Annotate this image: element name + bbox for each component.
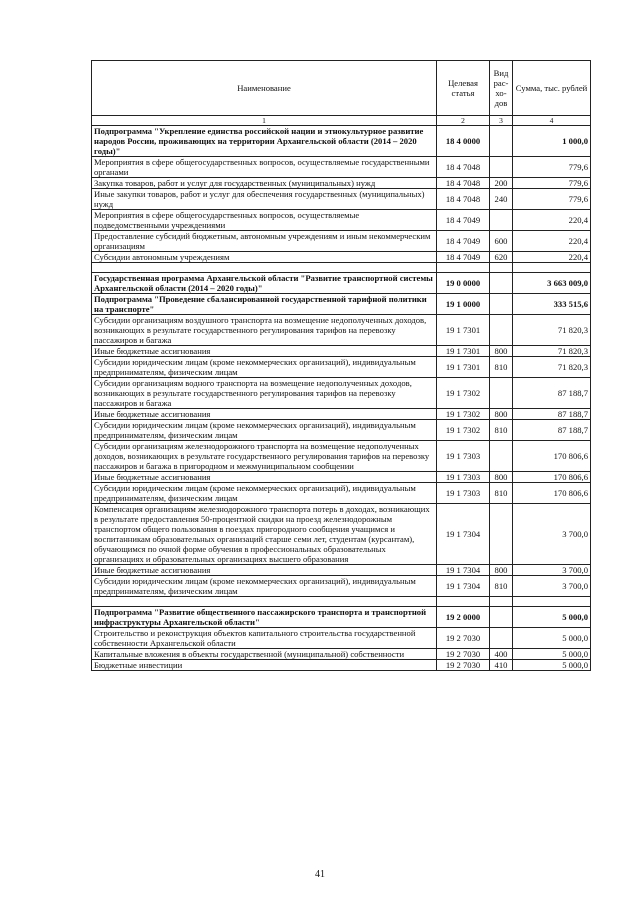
cell-sum: 333 515,6: [513, 294, 591, 315]
cell-target-code: 18 4 7049: [437, 231, 490, 252]
spacer-cell: [92, 597, 437, 607]
table-row: [92, 660, 591, 671]
budget-table: [91, 60, 591, 671]
table-row: [92, 576, 591, 597]
cell-target-code: 19 1 7301: [437, 357, 490, 378]
cell-sum: 5 000,0: [513, 607, 591, 628]
table-row: [92, 252, 591, 263]
cell-sum: 3 663 009,0: [513, 273, 591, 294]
cell-sum: 220,4: [513, 252, 591, 263]
cell-target-code: 19 1 7304: [437, 565, 490, 576]
table-row: [92, 649, 591, 660]
spacer-cell: [437, 263, 490, 273]
cell-expense-type: 800: [490, 472, 513, 483]
table-row: [92, 628, 591, 649]
header-code: Целевая статья: [437, 61, 490, 116]
cell-sum: 220,4: [513, 231, 591, 252]
cell-name: Субсидии юридическим лицам (кроме некоммерческих организаций), индивидуальным предпринимателям, физическим лицам: [92, 483, 437, 504]
cell-target-code: 19 1 7303: [437, 472, 490, 483]
cell-name: Субсидии юридическим лицам (кроме некоммерческих организаций), индивидуальным предпринимателям, физическим лицам: [92, 576, 437, 597]
cell-expense-type: 810: [490, 420, 513, 441]
cell-sum: 71 820,3: [513, 315, 591, 346]
cell-sum: 170 806,6: [513, 441, 591, 472]
column-number: 3: [490, 116, 513, 126]
spacer-cell: [92, 263, 437, 273]
cell-expense-type: [490, 628, 513, 649]
cell-target-code: 18 4 7048: [437, 178, 490, 189]
table-row: [92, 315, 591, 346]
table-body: [92, 126, 591, 671]
cell-sum: 170 806,6: [513, 472, 591, 483]
cell-target-code: 18 4 0000: [437, 126, 490, 157]
table-row: [92, 472, 591, 483]
cell-name: Подпрограмма "Развитие общественного пассажирского транспорта и транспортной инфраструктуры Архангельской области": [92, 607, 437, 628]
cell-expense-type: 200: [490, 178, 513, 189]
table-row: [92, 504, 591, 565]
table-row: [92, 189, 591, 210]
column-numbers-row: [92, 116, 591, 126]
cell-target-code: 19 1 7302: [437, 378, 490, 409]
cell-expense-type: [490, 378, 513, 409]
cell-target-code: 19 1 0000: [437, 294, 490, 315]
cell-expense-type: [490, 210, 513, 231]
cell-name: Закупка товаров, работ и услуг для государственных (муниципальных) нужд: [92, 178, 437, 189]
cell-expense-type: 410: [490, 660, 513, 671]
cell-target-code: 19 1 7301: [437, 315, 490, 346]
table-header-row: [92, 61, 591, 116]
column-number: 2: [437, 116, 490, 126]
cell-name: Подпрограмма "Проведение сбалансированной государственной тарифной политики на транспорте": [92, 294, 437, 315]
table-row: [92, 294, 591, 315]
cell-name: Субсидии юридическим лицам (кроме некоммерческих организаций), индивидуальным предпринимателям, физическим лицам: [92, 420, 437, 441]
table-row: [92, 157, 591, 178]
cell-sum: 3 700,0: [513, 504, 591, 565]
cell-target-code: 19 2 0000: [437, 607, 490, 628]
cell-expense-type: [490, 441, 513, 472]
cell-expense-type: 400: [490, 649, 513, 660]
cell-name: Субсидии автономным учреждениям: [92, 252, 437, 263]
cell-expense-type: 240: [490, 189, 513, 210]
cell-sum: 3 700,0: [513, 576, 591, 597]
cell-target-code: 19 2 7030: [437, 628, 490, 649]
cell-name: Мероприятия в сфере общегосударственных вопросов, осуществляемые подведомственными учреждениями: [92, 210, 437, 231]
cell-sum: 87 188,7: [513, 378, 591, 409]
cell-name: Иные бюджетные ассигнования: [92, 472, 437, 483]
cell-target-code: 18 4 7048: [437, 157, 490, 178]
cell-name: Иные бюджетные ассигнования: [92, 346, 437, 357]
cell-name: Субсидии организациям воздушного транспорта на возмещение недополученных доходов, возникающих в результате государственного регулирования тарифов на перевозку пассажиров и багажа: [92, 315, 437, 346]
cell-target-code: 19 1 7304: [437, 504, 490, 565]
table-row: [92, 378, 591, 409]
table-row: [92, 346, 591, 357]
cell-target-code: 19 2 7030: [437, 649, 490, 660]
cell-sum: 170 806,6: [513, 483, 591, 504]
cell-expense-type: 620: [490, 252, 513, 263]
table-row: [92, 210, 591, 231]
cell-sum: 5 000,0: [513, 628, 591, 649]
cell-expense-type: [490, 273, 513, 294]
table-row: [92, 607, 591, 628]
spacer-row: [92, 597, 591, 607]
column-number: 4: [513, 116, 591, 126]
cell-expense-type: 810: [490, 576, 513, 597]
cell-sum: 779,6: [513, 178, 591, 189]
cell-name: Иные бюджетные ассигнования: [92, 409, 437, 420]
cell-expense-type: [490, 126, 513, 157]
cell-sum: 71 820,3: [513, 357, 591, 378]
cell-sum: 3 700,0: [513, 565, 591, 576]
cell-sum: 87 188,7: [513, 420, 591, 441]
cell-sum: 71 820,3: [513, 346, 591, 357]
spacer-cell: [437, 597, 490, 607]
cell-expense-type: [490, 294, 513, 315]
cell-expense-type: [490, 607, 513, 628]
cell-sum: 5 000,0: [513, 660, 591, 671]
header-sum: Сумма, тыс. рублей: [513, 61, 591, 116]
cell-sum: 5 000,0: [513, 649, 591, 660]
cell-expense-type: [490, 315, 513, 346]
cell-name: Иные закупки товаров, работ и услуг для обеспечения государственных (муниципальных) нужд: [92, 189, 437, 210]
cell-target-code: 19 1 7304: [437, 576, 490, 597]
cell-name: Субсидии организациям железнодорожного транспорта на возмещение недополученных доходов, возникающих в результате государственного регулирования тарифов на перевозку пассажиров и багажа в пригородном и межмуниципальном сообщении: [92, 441, 437, 472]
cell-name: Субсидии организациям водного транспорта на возмещение недополученных доходов, возникающих в результате государственного регулирования тарифов на перевозку пассажиров и багажа: [92, 378, 437, 409]
cell-target-code: 19 0 0000: [437, 273, 490, 294]
spacer-cell: [513, 263, 591, 273]
cell-name: Иные бюджетные ассигнования: [92, 565, 437, 576]
cell-expense-type: 600: [490, 231, 513, 252]
cell-target-code: 19 2 7030: [437, 660, 490, 671]
spacer-cell: [513, 597, 591, 607]
cell-name: Предоставление субсидий бюджетным, автономным учреждениям и иным некоммерческим организациям: [92, 231, 437, 252]
cell-sum: 1 000,0: [513, 126, 591, 157]
cell-sum: 220,4: [513, 210, 591, 231]
table-row: [92, 178, 591, 189]
table-row: [92, 409, 591, 420]
spacer-cell: [490, 263, 513, 273]
cell-target-code: 18 4 7049: [437, 252, 490, 263]
cell-expense-type: 800: [490, 565, 513, 576]
cell-name: Капитальные вложения в объекты государственной (муниципальной) собственности: [92, 649, 437, 660]
header-name: Наименование: [92, 61, 437, 116]
table-row: [92, 483, 591, 504]
cell-sum: 87 188,7: [513, 409, 591, 420]
cell-target-code: 19 1 7303: [437, 483, 490, 504]
cell-target-code: 18 4 7049: [437, 210, 490, 231]
table-row: [92, 231, 591, 252]
cell-expense-type: 810: [490, 357, 513, 378]
table-row: [92, 357, 591, 378]
cell-target-code: 19 1 7303: [437, 441, 490, 472]
table-row: [92, 273, 591, 294]
cell-expense-type: 810: [490, 483, 513, 504]
cell-name: Субсидии юридическим лицам (кроме некоммерческих организаций), индивидуальным предпринимателям, физическим лицам: [92, 357, 437, 378]
spacer-row: [92, 263, 591, 273]
header-type: Вид рас-хо-дов: [490, 61, 513, 116]
page-number: 41: [315, 869, 325, 880]
cell-name: Подпрограмма "Укрепление единства российской нации и этнокультурное развитие народов России, проживающих на территории Архангельской области (2014 – 2020 годы)": [92, 126, 437, 157]
cell-expense-type: 800: [490, 346, 513, 357]
cell-sum: 779,6: [513, 189, 591, 210]
table-row: [92, 565, 591, 576]
cell-target-code: 19 1 7301: [437, 346, 490, 357]
cell-target-code: 18 4 7048: [437, 189, 490, 210]
cell-sum: 779,6: [513, 157, 591, 178]
cell-name: Мероприятия в сфере общегосударственных вопросов, осуществляемые государственными органами: [92, 157, 437, 178]
cell-expense-type: [490, 504, 513, 565]
cell-target-code: 19 1 7302: [437, 420, 490, 441]
table-row: [92, 441, 591, 472]
spacer-cell: [490, 597, 513, 607]
cell-name: Бюджетные инвестиции: [92, 660, 437, 671]
cell-name: Государственная программа Архангельской области "Развитие транспортной системы Архангельской области (2014 – 2020 годы)": [92, 273, 437, 294]
cell-expense-type: 800: [490, 409, 513, 420]
column-number: 1: [92, 116, 437, 126]
cell-target-code: 19 1 7302: [437, 409, 490, 420]
cell-name: Компенсация организациям железнодорожного транспорта потерь в доходах, возникающих в результате предоставления 50-процентной скидки на проезд железнодорожным транспортом общего пользования в поездах пригородного сообщения учащимся и воспитанникам образовательных организаций старше семи лет, студентам (курсантам), обучающимся по очной форме обучения в профессиональных образовательных организациях и образовательных организациях высшего образования: [92, 504, 437, 565]
cell-expense-type: [490, 157, 513, 178]
table-row: [92, 126, 591, 157]
table-row: [92, 420, 591, 441]
cell-name: Строительство и реконструкция объектов капитального строительства государственной собственности Архангельской области: [92, 628, 437, 649]
